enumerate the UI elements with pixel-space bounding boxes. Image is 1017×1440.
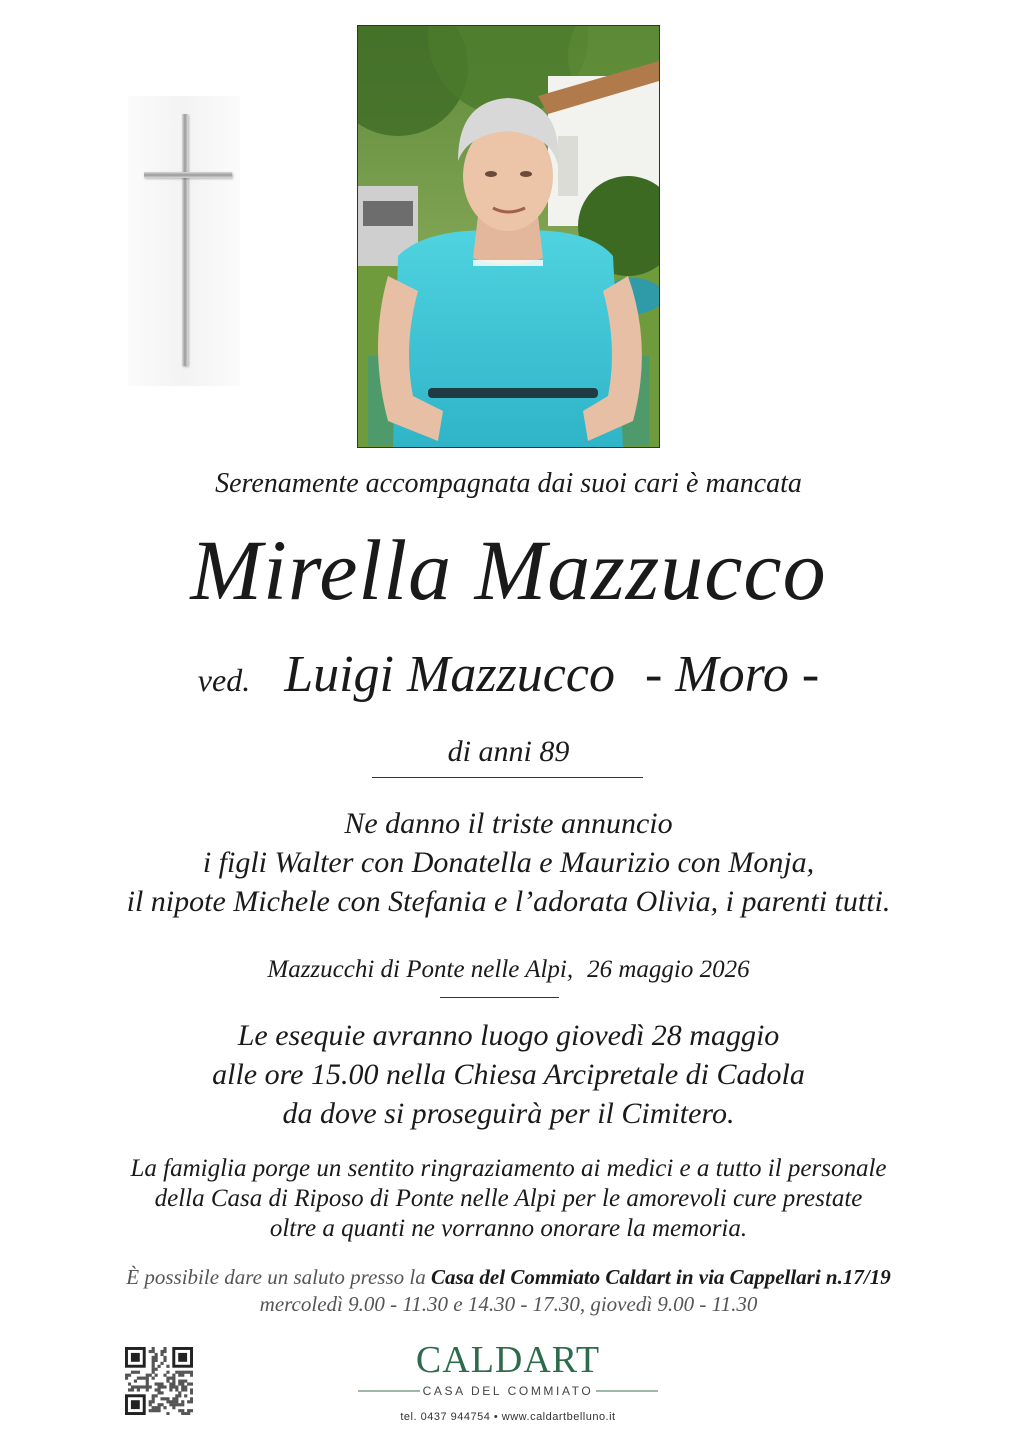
visit-location: Casa del Commiato Caldart in via Cappellari n.17/19 <box>430 1265 891 1289</box>
divider <box>440 997 559 998</box>
widow-prefix: ved. <box>197 662 251 698</box>
thanks-line: La famiglia porge un sentito ringraziamento ai medici e a tutto il personale <box>130 1155 887 1182</box>
intro-line: Serenamente accompagnata dai suoi cari è mancata <box>215 468 802 499</box>
date: 26 maggio 2026 <box>587 956 750 983</box>
cross-icon <box>128 96 240 386</box>
announcement <box>0 804 1017 921</box>
place-date-line <box>0 956 1017 984</box>
deceased-name: Mirella Mazzucco <box>190 522 827 618</box>
divider <box>372 777 643 778</box>
funeral-line: da dove si proseguirà per il Cimitero. <box>282 1097 735 1130</box>
thanks-line: oltre a quanti ne vorranno onorare la memoria. <box>269 1215 748 1242</box>
announcement-line: il nipote Michele con Stefania e l’adorata Olivia, i parenti tutti. <box>126 885 891 918</box>
place: Mazzucchi di Ponte nelle Alpi, <box>267 956 574 983</box>
announcement-line: i figli Walter con Donatella e Maurizio con Monja, <box>202 846 815 879</box>
funeral-line: Le esequie avranno luogo giovedì 28 maggio <box>237 1019 780 1052</box>
funeral-line: alle ore 15.00 nella Chiesa Arcipretale di Cadola <box>212 1058 805 1091</box>
logo-subtitle: CASA DEL COMMIATO <box>422 1384 594 1398</box>
spouse-name: Luigi Mazzucco <box>284 646 615 703</box>
age-line: di anni 89 <box>447 735 570 768</box>
logo-name: CALDART <box>415 1339 601 1381</box>
funeral-info <box>0 1016 1017 1133</box>
caldart-logo <box>358 1340 658 1423</box>
thanks-line: della Casa di Riposo di Ponte nelle Alpi per le amorevoli cure prestate <box>154 1185 863 1212</box>
widow-line <box>0 645 1017 704</box>
visit-info <box>0 1264 1017 1318</box>
announcement-line: Ne danno il triste annuncio <box>344 807 673 840</box>
thanks-message <box>0 1154 1017 1244</box>
nickname: - Moro - <box>644 646 820 703</box>
visit-prefix: È possibile dare un saluto presso la <box>126 1265 426 1289</box>
logo-contact: tel. 0437 944754 • www.caldartbelluno.it <box>400 1411 616 1423</box>
visit-hours: mercoledì 9.00 - 11.30 e 14.30 - 17.30, giovedì 9.00 - 11.30 <box>259 1292 758 1316</box>
qr-code[interactable] <box>125 1347 193 1415</box>
portrait-photo <box>357 25 660 448</box>
